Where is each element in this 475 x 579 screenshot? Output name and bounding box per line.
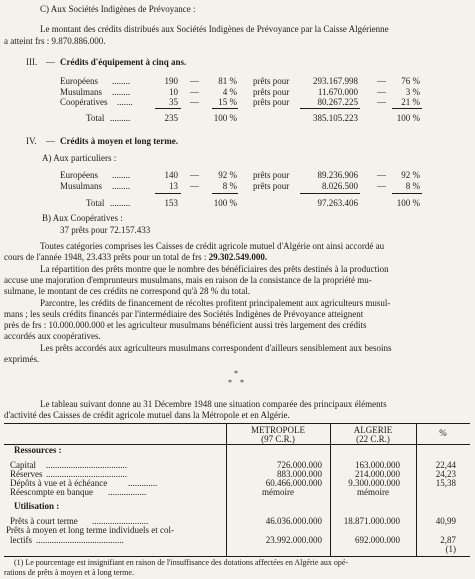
section-iii-number: III. <box>26 57 38 67</box>
header-algerie-sub: (22 C.R.) <box>356 434 390 444</box>
section-iv-subtitle-b: B) Aux Coopératives : <box>42 213 123 223</box>
section-c-text-line2: a atteint frs : 9.870.886.000. <box>4 36 106 46</box>
paragraph-2-line2: accuse une majoration d'emprunteurs musulmans, mais en raison de la consistance de la propriété mu- <box>4 275 372 285</box>
section-iii-dash: — <box>46 57 55 67</box>
utilisation-label: Utilisation : <box>14 501 60 511</box>
star-ornament: * <box>228 378 232 387</box>
divider <box>155 193 181 194</box>
paragraph-4-line2: exprimés. <box>4 354 40 364</box>
header-metropole: METROPOLE <box>251 425 305 435</box>
ressources-label: Ressources : <box>14 445 62 455</box>
section-iv-subtitle-a: A) Aux particuliers : <box>42 153 117 163</box>
header-algerie: ALGERIE <box>353 425 393 435</box>
divider <box>392 193 422 194</box>
divider <box>155 108 181 109</box>
divider <box>212 108 238 109</box>
section-c-title: C) Aux Sociétés Indigènes de Prévoyance : <box>40 4 196 14</box>
section-iv-number: IV. <box>26 136 37 146</box>
footnote-line1: (1) Le pourcentage est insignifiant en raison de l'insuffisance des dotations affectées en Algérie aux opé- <box>14 558 349 567</box>
paragraph-2-line3: sulmane, le montant de ces crédits ne correspond qu'à 28 % du total. <box>4 286 251 296</box>
paragraph-2-line1: La répartition des prêts montre que le nombre des bénéficiaires des prêts destinés à la production <box>40 264 389 274</box>
section-iv-title: Crédits à moyen et long terme. <box>60 136 178 146</box>
table-bottom-rule <box>4 556 470 557</box>
star-ornament: * <box>240 378 244 387</box>
paragraph-1-line1: Toutes catégories comprises les Caisses de crédit agricole mutuel d'Algérie ont ainsi accordé au <box>40 241 385 251</box>
divider <box>300 108 360 109</box>
star-ornament: * <box>234 369 238 378</box>
section-c-text-line1: Le montant des crédits distribués aux Sociétés Indigènes de Prévoyance par la Caisse Algérienne <box>40 24 389 34</box>
section-iv-dash: — <box>46 136 55 146</box>
divider <box>300 193 360 194</box>
paragraph-4-line1: Les prêts accordés aux agriculteurs musulmans correspondent d'ailleurs sensiblement aux besoins <box>40 343 392 353</box>
paragraph-3-line3: près de frs : 10.000.000.000 et les agriculteur musulmans bénéficient aussi très largement des crédits <box>4 320 367 330</box>
section-iii-title: Crédits d'équipement à cinq ans. <box>60 57 187 67</box>
section-iv-b-line: 37 prêts pour 72.157.433 <box>60 225 151 235</box>
header-percent: % <box>439 428 447 438</box>
divider <box>392 108 422 109</box>
paragraph-1-line2: cours de l'année 1948, 23.433 prêts pour un total de frs : 29.302.549.000. <box>4 252 268 262</box>
paragraph-3-line1: Parcontre, les crédits de financement de récoltes profitent principalement aux agriculteurs musul- <box>40 298 391 308</box>
header-metropole-sub: (97 C.R.) <box>261 434 295 444</box>
footnote-ref: (1) <box>445 544 456 554</box>
footnote-line2: rations de prêts à moyen et à long terme. <box>4 568 134 577</box>
paragraph-5-line2: d'activité des Caisses de crédit agricole mutuel dans la Métropole et en Algérie. <box>4 410 290 420</box>
paragraph-5-line1: Le tableau suivant donne au 31 Décembre 1948 une situation comparée des principaux éléments <box>40 399 387 409</box>
table-top-rule <box>4 423 470 424</box>
paragraph-3-line2: mans ; les seuls crédits financés par l'intermédiaire des Sociétés Indigènes de Prévoyance atteignent <box>4 309 364 319</box>
divider <box>212 193 238 194</box>
paragraph-3-line4: accordés aux coopératives. <box>4 331 101 341</box>
